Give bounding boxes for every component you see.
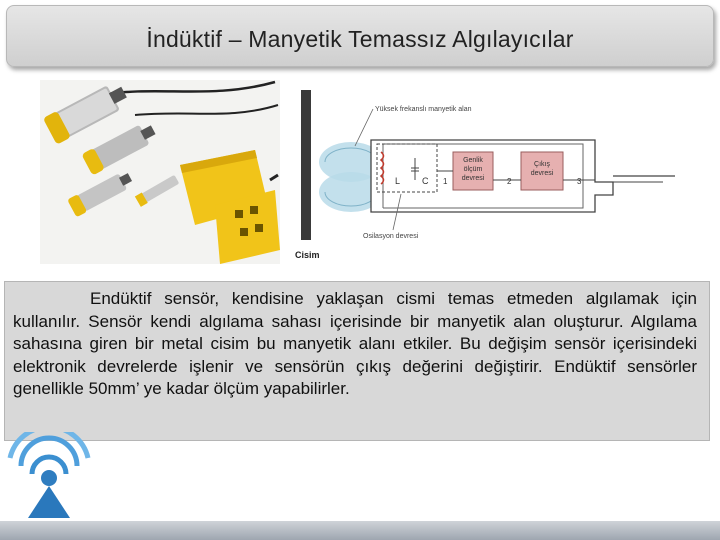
- slide-title: İndüktif – Manyetik Temassız Algılayıcılar: [146, 26, 574, 52]
- description-box: [4, 281, 710, 441]
- metal-object-plate: [301, 90, 311, 240]
- field-label: Yüksek frekanslı manyetik alan: [375, 106, 472, 113]
- node-2: 2: [507, 177, 512, 186]
- amplitude-label-3: devresi: [461, 175, 485, 182]
- coil-label-l: L: [395, 176, 401, 186]
- output-label-2: devresi: [530, 170, 554, 177]
- oscillator-label: Osilasyon devresi: [363, 233, 419, 240]
- description-paragraph: Endüktif sensör, kendisine yaklaşan cismi temas etmeden algılamak için kullanılır. Sensör kendi algılama sahası içerisinde bir manyetik alan oluşturur. Algılama sahasına giren bir metal cisim bu manyetik alanı etkiler. Bu değişim sensör içerisindeki elektronik devrelerde işlenir ve sensörün çıkış değerini değiştirir. Endüktif sensörler genellikle 50mm’ ye kadar ölçüm yapabilirler.: [13, 289, 697, 398]
- wireless-tower-icon: [4, 432, 94, 522]
- coil-label-c: C: [422, 176, 429, 186]
- title-bar: [6, 5, 714, 67]
- object-label: Cisim: [295, 250, 320, 260]
- inductive-sensor-diagram: [283, 80, 680, 264]
- output-label-1: Çıkış: [534, 161, 550, 168]
- node-3: 3: [577, 177, 582, 186]
- footer-bar: [0, 521, 720, 540]
- amplitude-label-2: ölçüm: [463, 166, 483, 173]
- node-1: 1: [443, 177, 448, 186]
- sensor-product-photo: [40, 80, 280, 264]
- amplitude-label-1: Genlik: [463, 157, 483, 164]
